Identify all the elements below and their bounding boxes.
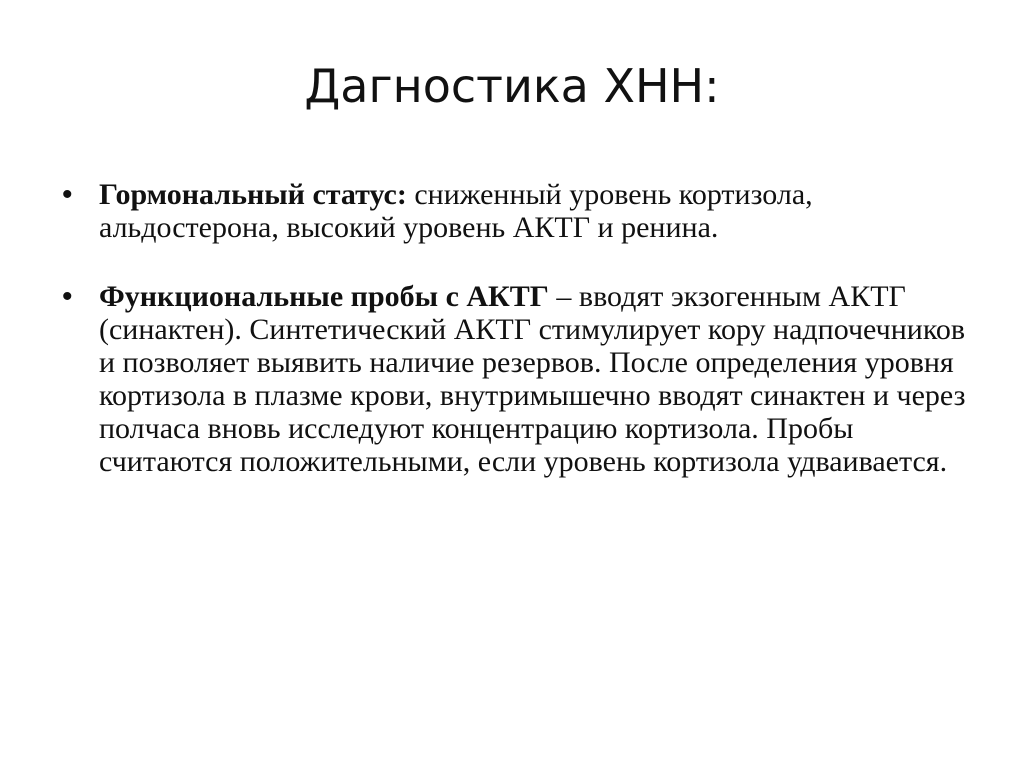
bullet-item-acth-tests xyxy=(62,280,982,478)
bullet-heading-hormonal-status: Гормональный статус: xyxy=(99,178,407,211)
bullet-marker: • xyxy=(62,280,73,313)
bullet-list xyxy=(62,178,982,514)
bullet-marker: • xyxy=(62,178,73,211)
bullet-text-acth-tests: – вводят экзогенным АКТГ (синактен). Синтетический АКТГ стимулирует кору надпочечников и позволяет выявить наличие резервов. После определения уровня кортизола в плазме крови, внутримышечно вводят синактен и через полчаса вновь исследуют концентрацию кортизола. Пробы считаются положительными, если уровень кортизола удваивается. xyxy=(99,280,966,478)
bullet-text-hormonal-status: сниженный уровень кортизола, альдостерона, высокий уровень АКТГ и ренина. xyxy=(99,178,813,244)
bullet-heading-acth-tests: Функциональные пробы с АКТГ xyxy=(99,280,549,313)
slide-title: Дагностика ХНН: xyxy=(304,59,720,113)
bullet-item-hormonal-status xyxy=(62,178,982,244)
